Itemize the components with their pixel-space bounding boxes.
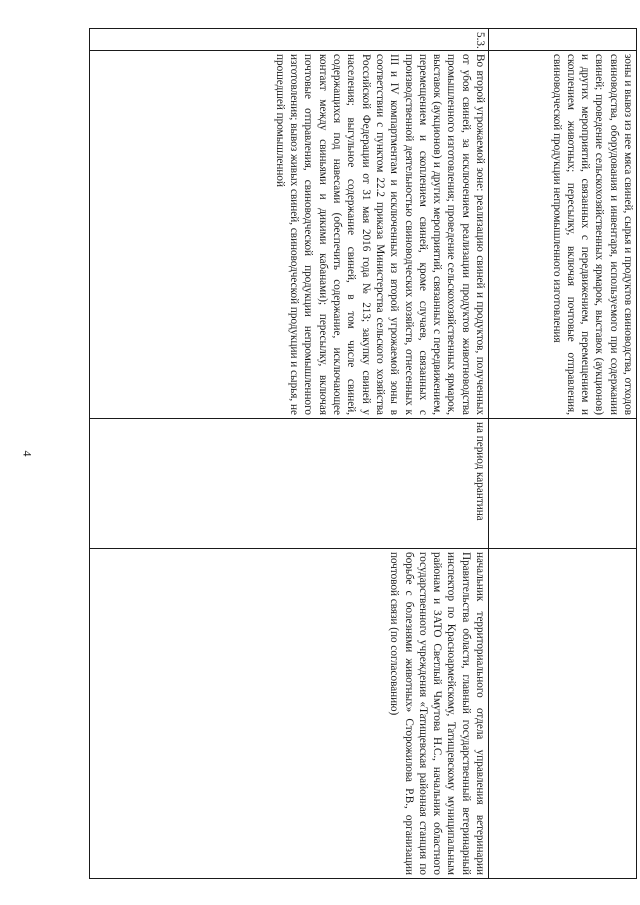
term-cell: на период карантина	[90, 419, 489, 549]
action-cell: зоны и вывоз из нее мяса свиней, сырья и продуктов свиноводства, отходов свиноводства, оборудования и инвентаря, используемого при содержании свиней; проведение сельскохозяйственных ярмарок, выставок (аукционов) и других мероприятий, связанных с передвижением, перемещением и скоплением животных; пересылку, включая почтовые отправления, свиноводческой продукции непромышленного изготовления	[489, 51, 637, 419]
row-number-cell: 5.3.	[90, 29, 489, 51]
action-cell: Во второй угрожаемой зоне: реализацию свиней и продуктов, полученных от убоя свиней, за исключением реализации продуктов животноводства промышленного изготовления; проведение сельскохозяйственных ярмарок, выставок (аукционов) и других мероприятий, связанных с передвижением, перемещением и скоплением свиней, кроме случаев, связанных с производственной деятельностью свиноводческих хозяйств, отнесенных к III и IV компартментам и исключенных из второй угрожаемой зоны в соответствии с пунктом 22.2 приказа Министерства сельского хозяйства Российской Федерации от 31 мая 2016 года № 213; закупку свиней у населения; выгульное содержание свиней, в том числе свиней, содержащихся под навесами (обеспечить содержание, исключающее контакт между свиньями и дикими кабанами); пересылку, включая почтовые отправления, свиноводческой продукции непромышленного изготовления; вывоз живых свиней, свиноводческой продукции и сырья, не прошедшей промышленной	[90, 51, 489, 419]
row-number-cell	[489, 29, 637, 51]
measures-table	[89, 28, 637, 879]
table-row	[90, 29, 489, 879]
page-canvas	[89, 28, 637, 878]
responsible-cell: начальник территориального отдела управления ветеринарии Правительства области, главный государственный ветеринарный инспектор по Красноармейскому, Татищевскому муниципальным районам и ЗАТО Светлый Чмутова Н.С., начальник областного государственного учреждения «Татищевская районная станция по борьбе с болезнями животных» Сторожилова Р.В., организации почтовой связи (по согласованию)	[90, 549, 489, 879]
page-number: 4	[20, 450, 35, 457]
term-cell	[489, 419, 637, 549]
responsible-cell	[489, 549, 637, 879]
rotated-page	[89, 28, 637, 878]
table-row	[489, 29, 637, 879]
